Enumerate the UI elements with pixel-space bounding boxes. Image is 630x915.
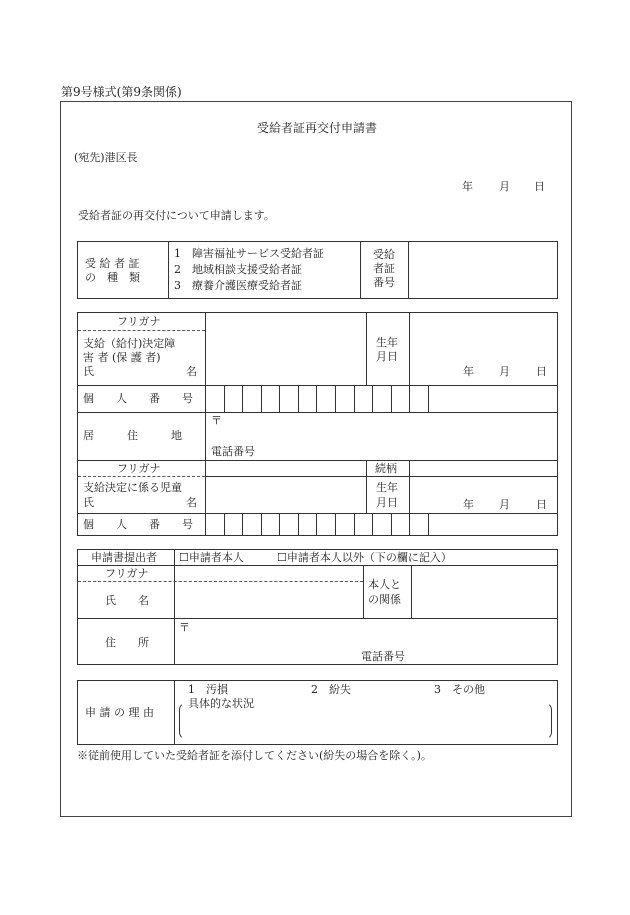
birth-day-label: 日 (536, 365, 547, 378)
recipient-birth-label-1: 生年 (376, 336, 398, 349)
cert-option-2[interactable]: 2 地域相談支援受給者証 (174, 263, 302, 276)
intro-text: 受給者証の再交付について申請します。 (78, 209, 275, 222)
footnote: ※従前使用していた受給者証を添付してください(紛失の場合を除く。)。 (77, 749, 432, 762)
form-frame (60, 101, 572, 817)
recipient-birth-label-2: 月日 (376, 350, 398, 363)
reason-option-1[interactable]: 1 汚損 (188, 683, 228, 696)
cert-number-field[interactable] (409, 242, 559, 298)
address-field[interactable] (206, 413, 557, 460)
address-postal-mark: 〒 (211, 414, 222, 427)
submitter-address-label: 住 所 (105, 636, 149, 649)
submitter-table (77, 549, 558, 665)
address-label: 居 住 地 (83, 429, 182, 442)
birth-month-label: 月 (499, 365, 510, 378)
cert-number-label-1: 受給 (373, 248, 395, 261)
addressee: (宛先)港区長 (74, 151, 138, 164)
submitter-option-self[interactable]: ☐申請者本人 (179, 551, 244, 564)
relation-label: 続柄 (375, 462, 397, 475)
recipient-name-label-3: 氏 (83, 365, 94, 378)
child-id-number-field[interactable] (206, 514, 447, 535)
submitter-name-field[interactable] (175, 566, 363, 618)
relation-field[interactable] (410, 461, 557, 476)
form-title: 受給者証再交付申請書 (257, 121, 378, 135)
recipient-table (77, 312, 558, 536)
reason-label: 申 請 の 理 由 (85, 706, 154, 719)
child-name-field[interactable] (206, 461, 366, 513)
submitter-phone-label: 電話番号 (361, 650, 405, 663)
cert-option-1[interactable]: 1 障害福祉サービス受給者証 (174, 247, 324, 260)
submitter-furigana-label: フリガナ (105, 567, 149, 580)
reason-detail-label: 具体的な状況 (188, 697, 254, 710)
recipient-name-field[interactable] (206, 313, 366, 385)
child-label-3: 名 (186, 496, 197, 509)
reason-table (77, 680, 558, 745)
child-furigana-label: フリガナ (117, 462, 161, 475)
cert-option-3[interactable]: 3 療養介護医療受給者証 (174, 279, 302, 292)
cert-type-label-1: 受 給 者 証 (85, 257, 140, 270)
recipient-name-label-4: 名 (186, 365, 197, 378)
submitter-address-field[interactable] (175, 619, 557, 664)
cert-number-label-3: 番号 (373, 276, 395, 289)
child-birth-label-1: 生年 (376, 481, 398, 494)
recipient-name-label-2: 害 者 (保 護 者) (83, 351, 161, 364)
recipient-name-label-1: 支給（給付)決定障 (83, 337, 176, 350)
child-birth-month-label: 月 (499, 498, 510, 511)
recipient-id-label: 個 人 番 号 (83, 392, 193, 405)
child-birth-label-2: 月日 (376, 496, 398, 509)
date-day-label: 日 (534, 180, 545, 193)
child-birth-day-label: 日 (536, 498, 547, 511)
child-label-1: 支給決定に係る児童 (83, 481, 182, 494)
submitter-relation-label-2: の関係 (368, 593, 401, 606)
child-label-2: 氏 (83, 496, 94, 509)
reason-option-2[interactable]: 2 紛失 (311, 683, 351, 696)
reason-option-3[interactable]: 3 その他 (434, 683, 485, 696)
date-year-label: 年 (462, 180, 473, 193)
cert-type-label-2: の 種 類 (85, 271, 140, 284)
address-phone-label: 電話番号 (211, 445, 255, 458)
submitter-relation-field[interactable] (412, 566, 557, 618)
birth-year-label: 年 (463, 365, 474, 378)
form-number: 第9号様式(第9条関係) (61, 85, 182, 99)
submitter-relation-label-1: 本人と (368, 578, 401, 591)
recipient-furigana-label: フリガナ (117, 315, 161, 328)
submitter-label: 申請書提出者 (91, 551, 157, 564)
date-month-label: 月 (499, 180, 510, 193)
cert-number-label-2: 者証 (373, 262, 395, 275)
recipient-id-number-field[interactable] (206, 386, 447, 412)
child-birth-year-label: 年 (463, 498, 474, 511)
submitter-option-other[interactable]: ☐申請者本人以外（下の欄に記入） (277, 551, 452, 564)
submitter-name-label: 氏 名 (105, 594, 149, 607)
child-id-label: 個 人 番 号 (83, 518, 193, 531)
cert-type-table (77, 241, 558, 299)
submitter-postal-mark: 〒 (179, 621, 190, 634)
